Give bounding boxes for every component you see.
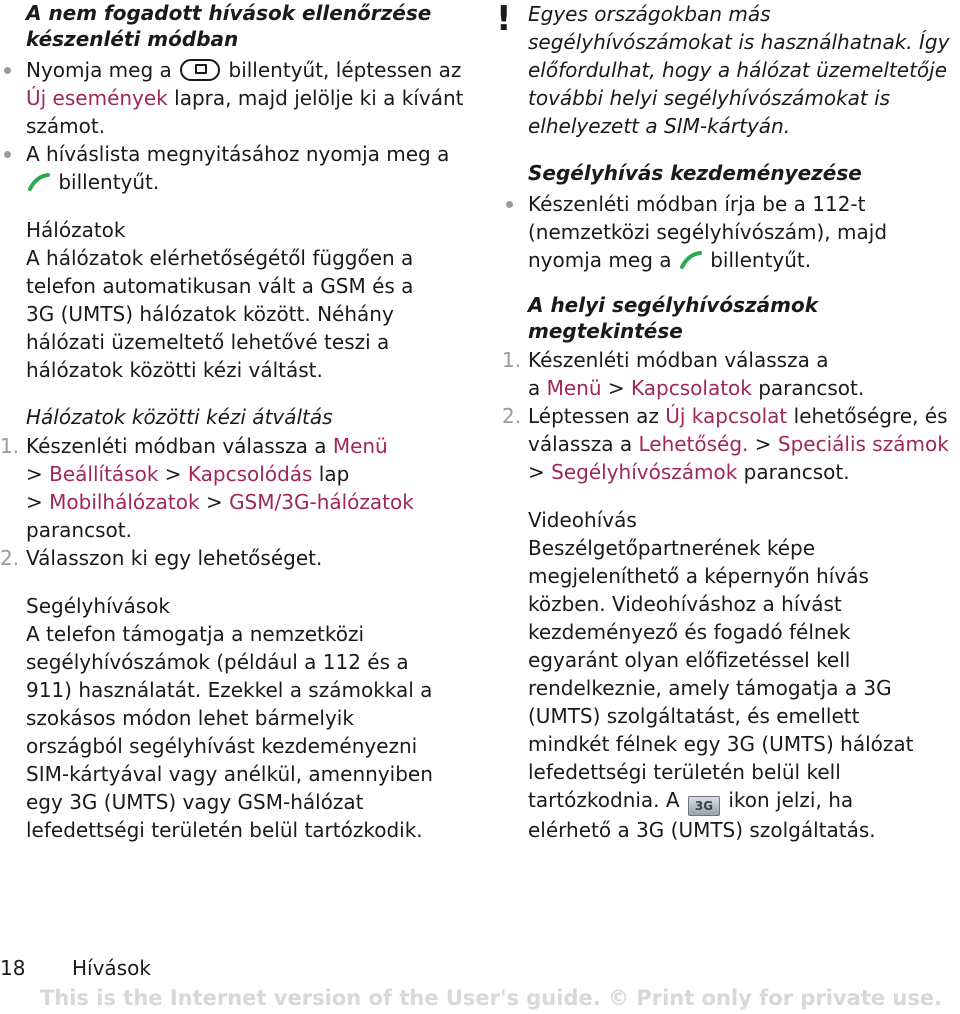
text-span: parancsot. — [26, 518, 132, 542]
list-item — [26, 56, 466, 140]
mobile-networks-link: Mobilhálózatok — [49, 490, 200, 514]
missed-calls-list — [26, 56, 466, 196]
emergency-paragraph: A telefon támogatja a nemzetközi segélyhívószámok (például a 112 és a 911) használatát. Ezekkel a számokkal a szokásos módon lehet bármelyik országból segélyhívást kezdeményezni SIM-kártyával vagy anélkül, amennyiben egy 3G (UMTS) vagy GSM-hálózat lefedettségi területén belül tartózkodik. — [26, 622, 433, 842]
contacts-link: Kapcsolatok — [631, 376, 752, 400]
text-span: lehetőségre, és válassza a — [528, 404, 948, 456]
step-number: 1. — [0, 434, 20, 458]
text-span: Beszélgetőpartnerének képe megjeleníthető a képernyőn hívás közben. Videohíváshoz a hívást kezdeményező és fogadó félnek egyaránt olyan előfizetéssel kell rendelkeznie, amely támogatja a 3G (UMTS) szolgáltatást, és emellett mindkét félnek egy 3G (UMTS) hálózat lefedettségi területén belül kell tartózkodnia. A — [528, 536, 914, 812]
new-events-link: Új események — [26, 86, 168, 110]
text-span: billentyűt, léptessen az — [228, 58, 462, 82]
warning-icon: ! — [496, 0, 512, 39]
text-span: billentyűt. — [710, 248, 812, 272]
settings-link: Beállítások — [49, 462, 159, 486]
initiate-list — [528, 190, 958, 274]
page-number: 18 — [0, 956, 26, 980]
list-item — [528, 190, 958, 274]
menu-link: Menü — [332, 434, 388, 458]
list-item — [0, 432, 466, 544]
emergency-numbers-link: Segélyhívószámok — [551, 460, 738, 484]
separator: > — [205, 490, 223, 514]
emergency-heading: Segélyhívások — [26, 594, 170, 618]
text-span: Készenléti módban válassza a — [26, 434, 327, 458]
manual-switch-steps — [0, 432, 466, 572]
text-span: parancsot. — [758, 376, 865, 400]
text-span: lapra, majd jelölje ki a kívánt számot. — [26, 86, 464, 138]
text-span: Válasszon ki egy lehetőséget. — [26, 546, 323, 570]
separator: > — [26, 462, 43, 486]
step-number: 2. — [502, 404, 522, 428]
connectivity-link: Kapcsolódás — [187, 462, 313, 486]
3g-icon: 3G — [688, 796, 720, 816]
text-span: lap — [318, 462, 350, 486]
menu-link: Menü — [546, 376, 602, 400]
separator: > — [528, 460, 545, 484]
left-column — [0, 0, 466, 844]
text-span: Készenléti módban írja be a 112-t (nemzetközi segélyhívószám), majd nyomja meg a — [528, 192, 888, 272]
text-span: ikon jelzi, ha elérhető a 3G (UMTS) szolgáltatás. — [528, 788, 876, 842]
manual-switch-heading: Hálózatok közötti kézi átváltás — [26, 405, 333, 429]
text-span: Készenléti módban válassza a — [528, 348, 829, 372]
video-call-heading: Videohívás — [528, 508, 637, 532]
text-span: parancsot. — [743, 460, 850, 484]
networks-paragraph: A hálózatok elérhetőségétől függően a telefon automatikusan vált a GSM és a 3G (UMTS) hálózatok között. Néhány hálózati üzemeltető lehetővé teszi a hálózatok közötti kézi váltást. — [26, 246, 414, 382]
special-numbers-link: Speciális számok — [777, 432, 949, 456]
list-item — [502, 402, 958, 486]
missed-calls-heading: A nem fogadott hívások ellenőrzése készenléti módban — [26, 1, 432, 51]
video-call-paragraph — [528, 534, 923, 844]
new-contact-link: Új kapcsolat — [665, 404, 788, 428]
list-item — [0, 544, 466, 572]
shortcut-key-icon — [180, 59, 220, 81]
separator: > — [26, 490, 43, 514]
usage-notice: This is the Internet version of the User's guide. © Print only for private use. — [40, 986, 943, 1010]
note-text: Egyes országokban más segélyhívószámokat is használhatnak. Így előfordulhat, hogy a hálózat üzemeltetője további helyi segélyhívószámokat is elhelyezett a SIM-kártyán. — [528, 2, 950, 138]
note-box — [496, 0, 958, 140]
call-key-icon — [680, 251, 702, 269]
gsm-3g-link: GSM/3G-hálózatok — [229, 490, 414, 514]
text-span: Léptessen az — [528, 404, 659, 428]
chapter-title: Hívások — [72, 956, 151, 980]
list-item: 1. Készenléti módban válassza a a Menü > Kapcsolatok parancsot. — [502, 348, 865, 400]
call-key-icon — [28, 173, 50, 191]
text-span: A híváslista megnyitásához nyomja meg a — [26, 142, 450, 166]
text-span: Nyomja meg a — [26, 58, 172, 82]
separator: > — [754, 432, 772, 456]
separator: > — [164, 462, 182, 486]
right-column — [496, 0, 958, 844]
local-numbers-heading: A helyi segélyhívószámok megtekintése — [528, 293, 818, 343]
step-number: 2. — [0, 546, 20, 570]
local-numbers-steps — [502, 346, 958, 486]
text-span: billentyűt. — [58, 170, 160, 194]
options-link: Lehetőség. — [638, 432, 749, 456]
networks-heading: Hálózatok — [26, 218, 126, 242]
separator: > — [607, 376, 625, 400]
list-item — [26, 140, 466, 196]
step-number: 1. — [502, 348, 522, 372]
initiate-heading: Segélyhívás kezdeményezése — [528, 161, 862, 185]
